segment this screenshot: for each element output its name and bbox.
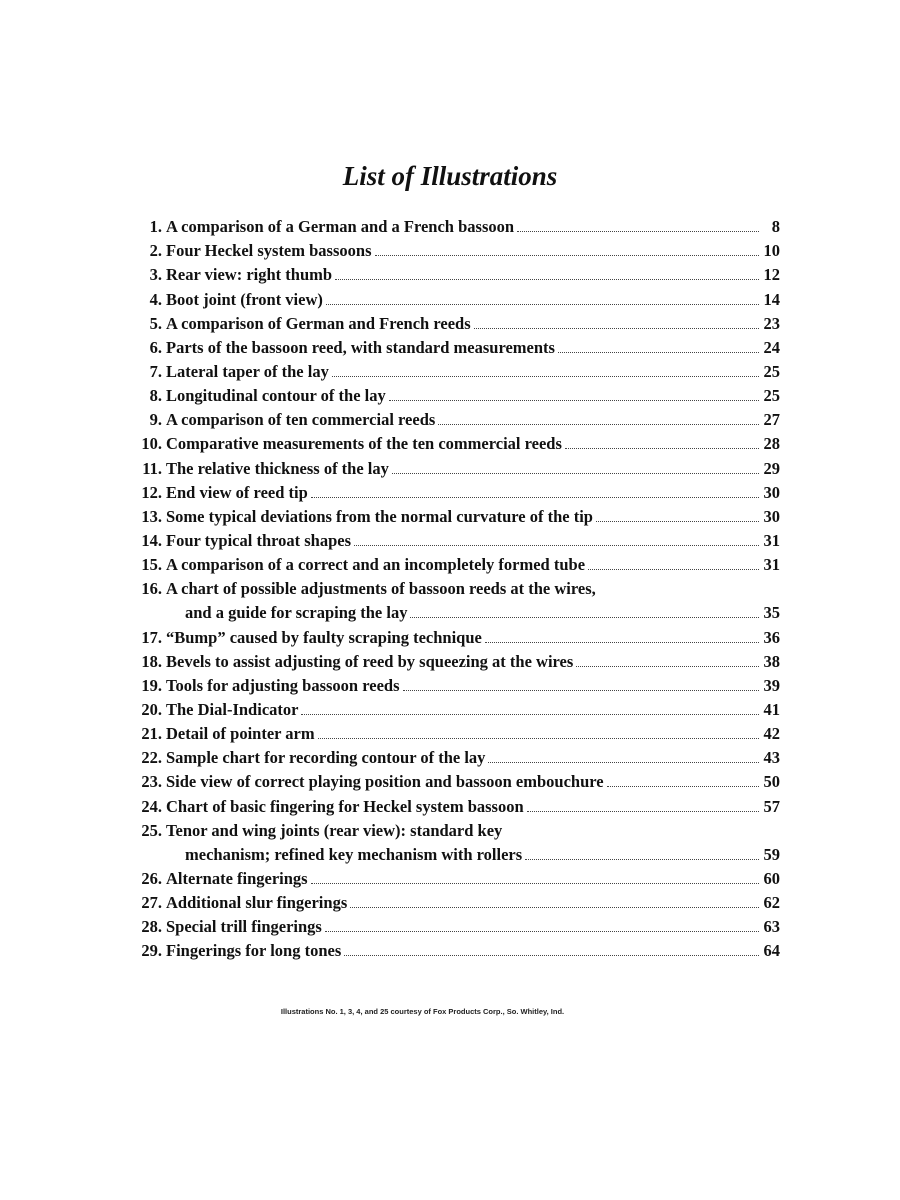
entry-page-number: 35 (763, 603, 780, 623)
entry-number: 12. (141, 482, 162, 502)
entry-number: 27. (141, 893, 162, 913)
entry-title: Side view of correct playing position and bassoon embouchure (166, 772, 604, 792)
toc-entry (128, 551, 780, 575)
dot-leader (335, 279, 759, 280)
entry-page-number: 24 (763, 337, 780, 357)
page-title: List of Illustrations (342, 161, 558, 192)
dot-leader (596, 521, 759, 522)
entry-title: Bevels to assist adjusting of reed by squeezing at the wires (166, 651, 574, 671)
entry-page-number: 14 (763, 289, 780, 309)
dot-leader (344, 955, 759, 956)
entry-page-number: 59 (763, 844, 780, 864)
dot-leader (527, 811, 759, 812)
toc-entry (128, 454, 780, 478)
entry-page-number: 31 (763, 555, 780, 575)
toc-entry (128, 503, 780, 527)
entry-number: 4. (149, 289, 162, 309)
dot-leader (389, 400, 759, 401)
toc-entry (128, 817, 780, 865)
entry-title: Comparative measurements of the ten commercial reeds (166, 434, 562, 454)
toc-entry (128, 623, 780, 647)
dot-leader (318, 738, 759, 739)
entry-page-number: 36 (763, 627, 780, 647)
dot-leader (410, 617, 759, 618)
entry-title: A chart of possible adjustments of bassoon reeds at the wires, (166, 579, 596, 599)
entry-number: 26. (141, 868, 162, 888)
entry-page-number: 41 (763, 699, 780, 719)
dot-leader (485, 642, 759, 643)
entry-title: The Dial-Indicator (166, 699, 299, 719)
entry-number: 8. (149, 386, 162, 406)
entry-number: 18. (141, 651, 162, 671)
toc-entry (128, 237, 780, 261)
entry-number: 17. (141, 627, 162, 647)
entry-page-number: 57 (763, 796, 780, 816)
toc-entry (128, 672, 780, 696)
entry-page-number: 27 (763, 410, 780, 430)
entry-number: 16. (141, 579, 162, 599)
entry-title-continued: mechanism; refined key mechanism with rollers (185, 844, 523, 864)
entry-number: 19. (141, 675, 162, 695)
dot-leader (438, 424, 759, 425)
toc-entry (128, 310, 780, 334)
toc-entry (128, 648, 780, 672)
dot-leader (326, 304, 759, 305)
entry-number: 15. (141, 555, 162, 575)
entry-title: A comparison of a correct and an incompletely formed tube (166, 555, 586, 575)
dot-leader (354, 545, 759, 546)
entry-title: Rear view: right thumb (166, 265, 333, 285)
dot-leader (392, 473, 759, 474)
toc-entry (128, 720, 780, 744)
toc-entry (128, 889, 780, 913)
entry-page-number: 60 (763, 868, 780, 888)
entry-title: Sample chart for recording contour of the lay (166, 748, 486, 768)
entry-page-number: 30 (763, 482, 780, 502)
dot-leader (301, 714, 759, 715)
entry-title: Special trill fingerings (166, 917, 322, 937)
entry-title: Additional slur fingerings (166, 893, 348, 913)
toc-entry (128, 575, 780, 623)
entry-title: Chart of basic fingering for Heckel system bassoon (166, 796, 524, 816)
entry-title: A comparison of a German and a French bassoon (166, 217, 515, 237)
entry-number: 7. (149, 361, 162, 381)
dot-leader (488, 762, 759, 763)
toc-entry (128, 261, 780, 285)
toc-entry (128, 937, 780, 961)
entry-page-number: 38 (763, 651, 780, 671)
dot-leader (607, 786, 759, 787)
toc-entry (128, 382, 780, 406)
entry-number: 14. (141, 530, 162, 550)
entry-title-continued: and a guide for scraping the lay (185, 603, 408, 623)
entry-number: 21. (141, 724, 162, 744)
entry-page-number: 63 (763, 917, 780, 937)
toc-entry (128, 406, 780, 430)
toc-entry (128, 768, 780, 792)
entry-title: A comparison of German and French reeds (166, 313, 471, 333)
toc-entry (128, 865, 780, 889)
toc-entry (128, 479, 780, 503)
entry-number: 28. (141, 917, 162, 937)
dot-leader (517, 231, 759, 232)
entry-title: A comparison of ten commercial reeds (166, 410, 436, 430)
entry-number: 25. (141, 820, 162, 840)
entry-title: “Bump” caused by faulty scraping technique (166, 627, 482, 647)
toc-entry (128, 744, 780, 768)
dot-leader (311, 497, 759, 498)
entry-number: 2. (149, 241, 162, 261)
entry-page-number: 29 (763, 458, 780, 478)
toc-entry (128, 527, 780, 551)
toc-entry (128, 358, 780, 382)
entry-page-number: 25 (763, 361, 780, 381)
entry-title: Fingerings for long tones (166, 941, 342, 961)
entry-page-number: 39 (763, 675, 780, 695)
entry-title: The relative thickness of the lay (166, 458, 389, 478)
entry-page-number: 10 (763, 241, 780, 261)
toc-entry (128, 334, 780, 358)
entry-page-number: 30 (763, 506, 780, 526)
toc-entry (128, 913, 780, 937)
entry-title: Boot joint (front view) (166, 289, 323, 309)
entry-page-number: 28 (763, 434, 780, 454)
entry-title: Some typical deviations from the normal curvature of the tip (166, 506, 593, 526)
dot-leader (325, 931, 759, 932)
entry-title: Detail of pointer arm (166, 724, 315, 744)
entry-title: Tenor and wing joints (rear view): standard key (166, 820, 503, 840)
entry-page-number: 43 (763, 748, 780, 768)
entry-title: Alternate fingerings (166, 868, 308, 888)
dot-leader (525, 859, 759, 860)
entry-page-number: 50 (763, 772, 780, 792)
entry-title: End view of reed tip (166, 482, 308, 502)
illustrations-list (128, 213, 780, 961)
toc-entry (128, 213, 780, 237)
entry-number: 1. (149, 217, 162, 237)
entry-number: 9. (149, 410, 162, 430)
entry-number: 29. (141, 941, 162, 961)
entry-number: 13. (141, 506, 162, 526)
entry-page-number: 62 (763, 893, 780, 913)
entry-title: Four typical throat shapes (166, 530, 352, 550)
entry-title: Parts of the bassoon reed, with standard measurements (166, 337, 555, 357)
dot-leader (588, 569, 759, 570)
entry-page-number: 12 (763, 265, 780, 285)
dot-leader (565, 448, 759, 449)
dot-leader (403, 690, 759, 691)
entry-title: Lateral taper of the lay (166, 361, 329, 381)
entry-number: 3. (149, 265, 162, 285)
toc-entry (128, 792, 780, 816)
entry-page-number: 23 (763, 313, 780, 333)
entry-page-number: 31 (763, 530, 780, 550)
entry-number: 24. (141, 796, 162, 816)
entry-page-number: 8 (771, 217, 780, 237)
entry-number: 23. (141, 772, 162, 792)
dot-leader (332, 376, 759, 377)
entry-number: 11. (142, 458, 162, 478)
entry-title: Tools for adjusting bassoon reeds (166, 675, 400, 695)
entry-number: 20. (141, 699, 162, 719)
entry-page-number: 42 (763, 724, 780, 744)
toc-entry (128, 285, 780, 309)
entry-page-number: 64 (763, 941, 780, 961)
entry-number: 10. (141, 434, 162, 454)
entry-page-number: 25 (763, 386, 780, 406)
footnote: Illustrations No. 1, 3, 4, and 25 courtesy of Fox Products Corp., So. Whitley, Ind. (280, 1007, 565, 1016)
dot-leader (474, 328, 759, 329)
entry-number: 6. (149, 337, 162, 357)
dot-leader (375, 255, 760, 256)
toc-entry (128, 696, 780, 720)
dot-leader (576, 666, 759, 667)
entry-title: Longitudinal contour of the lay (166, 386, 386, 406)
dot-leader (558, 352, 759, 353)
dot-leader (350, 907, 759, 908)
toc-entry (128, 430, 780, 454)
entry-title: Four Heckel system bassoons (166, 241, 372, 261)
entry-number: 5. (149, 313, 162, 333)
dot-leader (311, 883, 759, 884)
entry-number: 22. (141, 748, 162, 768)
